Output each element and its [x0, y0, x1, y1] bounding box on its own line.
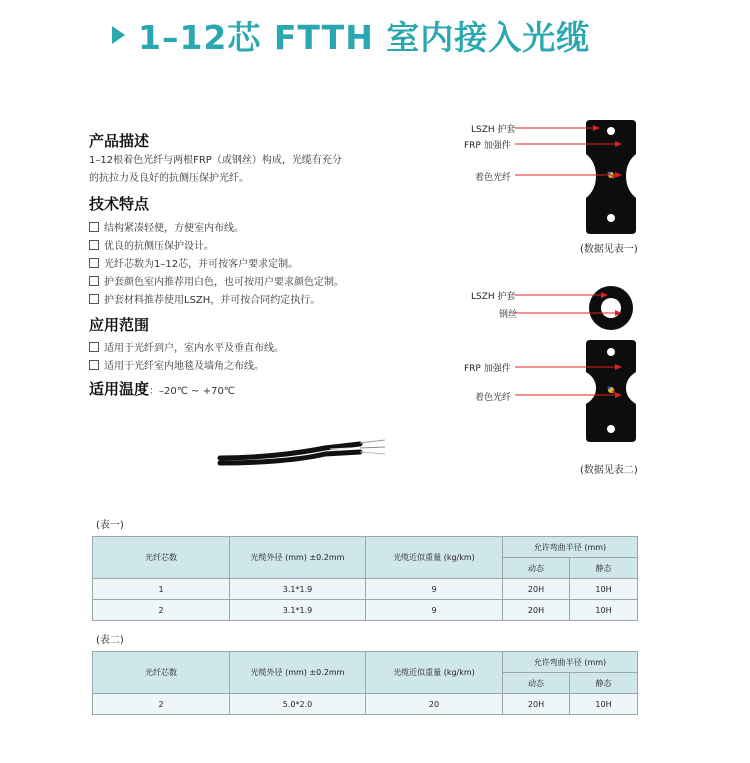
table-row [93, 579, 638, 600]
table-row [93, 600, 638, 621]
label-colored-fiber-1: 着色光纤 [475, 173, 512, 183]
cell-dynamic: 20H [503, 600, 570, 621]
header-outer-diameter: 光缆外径 (mm) ±0.2mm [230, 652, 366, 694]
header-static: 静态 [570, 673, 638, 694]
cell-fiber-count: 2 [93, 600, 230, 621]
checkbox-icon [89, 222, 99, 232]
cell-dynamic: 20H [503, 694, 570, 715]
checkbox-icon [89, 258, 99, 268]
temperature-row [89, 378, 235, 399]
cell-fiber-count: 2 [93, 694, 230, 715]
section-title-applications: 应用范围 [89, 316, 150, 334]
arrow-lines-1 [515, 118, 625, 188]
header-fiber-count: 光纤芯数 [93, 537, 230, 579]
cable-photo [215, 430, 390, 470]
arrow-lines-2 [515, 284, 625, 404]
cell-weight: 20 [366, 694, 503, 715]
cell-static: 10H [570, 579, 638, 600]
feature-item: 护套颜色室内推荐用白色，也可按用户要求颜色定制。 [89, 273, 344, 288]
cell-weight: 9 [366, 600, 503, 621]
table-caption-1: (表一) [96, 520, 124, 531]
cell-fiber-count: 1 [93, 579, 230, 600]
cell-static: 10H [570, 694, 638, 715]
checkbox-icon [89, 342, 99, 352]
header-weight: 光缆近似重量 (kg/km) [366, 537, 503, 579]
cell-outer-diameter: 3.1*1.9 [230, 579, 366, 600]
label-colored-fiber-2: 着色光纤 [475, 393, 512, 403]
header-outer-diameter: 光缆外径 (mm) ±0.2mm [230, 537, 366, 579]
description-line-2: 的抗拉力及良好的抗侧压保护光纤。 [89, 173, 249, 184]
header-bend-radius: 允许弯曲半径 (mm) [503, 537, 638, 558]
page-header [0, 12, 750, 60]
header-bend-radius: 允许弯曲半径 (mm) [503, 652, 638, 673]
label-lszh-sheath-2: LSZH 护套 [471, 292, 516, 302]
description-line-1: 1–12根着色光纤与两根FRP（或钢丝）构成，光缆有充分 [89, 155, 342, 166]
checkbox-icon [89, 294, 99, 304]
label-lszh-sheath-1: LSZH 护套 [471, 125, 516, 135]
diagram-caption-1: (数据见表一) [580, 244, 638, 255]
temperature-title: 适用温度 [89, 380, 150, 398]
cell-dynamic: 20H [503, 579, 570, 600]
cell-weight: 9 [366, 579, 503, 600]
header-static: 静态 [570, 558, 638, 579]
header-dynamic: 动态 [503, 673, 570, 694]
cell-outer-diameter: 3.1*1.9 [230, 600, 366, 621]
header-weight: 光缆近似重量 (kg/km) [366, 652, 503, 694]
spec-table-2 [92, 651, 638, 715]
section-title-description: 产品描述 [89, 132, 150, 150]
spec-table-1 [92, 536, 638, 621]
application-item: 适用于光纤到户，室内水平及垂直布线。 [89, 339, 284, 354]
feature-item: 光纤芯数为1–12芯，并可按客户要求定制。 [89, 255, 298, 270]
checkbox-icon [89, 240, 99, 250]
checkbox-icon [89, 360, 99, 370]
feature-item: 优良的抗侧压保护设计。 [89, 237, 214, 252]
section-title-features: 技术特点 [89, 195, 150, 213]
application-item: 适用于光纤室内地毯及墙角之布线。 [89, 357, 264, 372]
temperature-value: ：–20℃ ~ +70℃ [149, 386, 236, 397]
checkbox-icon [89, 276, 99, 286]
label-frp-member-1: FRP 加强件 [464, 141, 511, 151]
header-dynamic: 动态 [503, 558, 570, 579]
label-steel-wire-2: 钢丝 [499, 310, 518, 320]
play-arrow-icon [112, 26, 125, 44]
page-title: 1–12芯 FTTH 室内接入光缆 [138, 18, 591, 57]
label-frp-member-2: FRP 加强件 [464, 364, 511, 374]
table-row [93, 694, 638, 715]
table-caption-2: (表二) [96, 635, 124, 646]
cell-outer-diameter: 5.0*2.0 [230, 694, 366, 715]
cell-static: 10H [570, 600, 638, 621]
feature-item: 结构紧凑轻便，方便室内布线。 [89, 219, 244, 234]
header-fiber-count: 光纤芯数 [93, 652, 230, 694]
diagram-caption-2: (数据见表二) [580, 465, 638, 476]
table-header-row [93, 652, 638, 673]
table-header-row [93, 537, 638, 558]
feature-item: 护套材料推荐使用LSZH，并可按合同约定执行。 [89, 291, 320, 306]
